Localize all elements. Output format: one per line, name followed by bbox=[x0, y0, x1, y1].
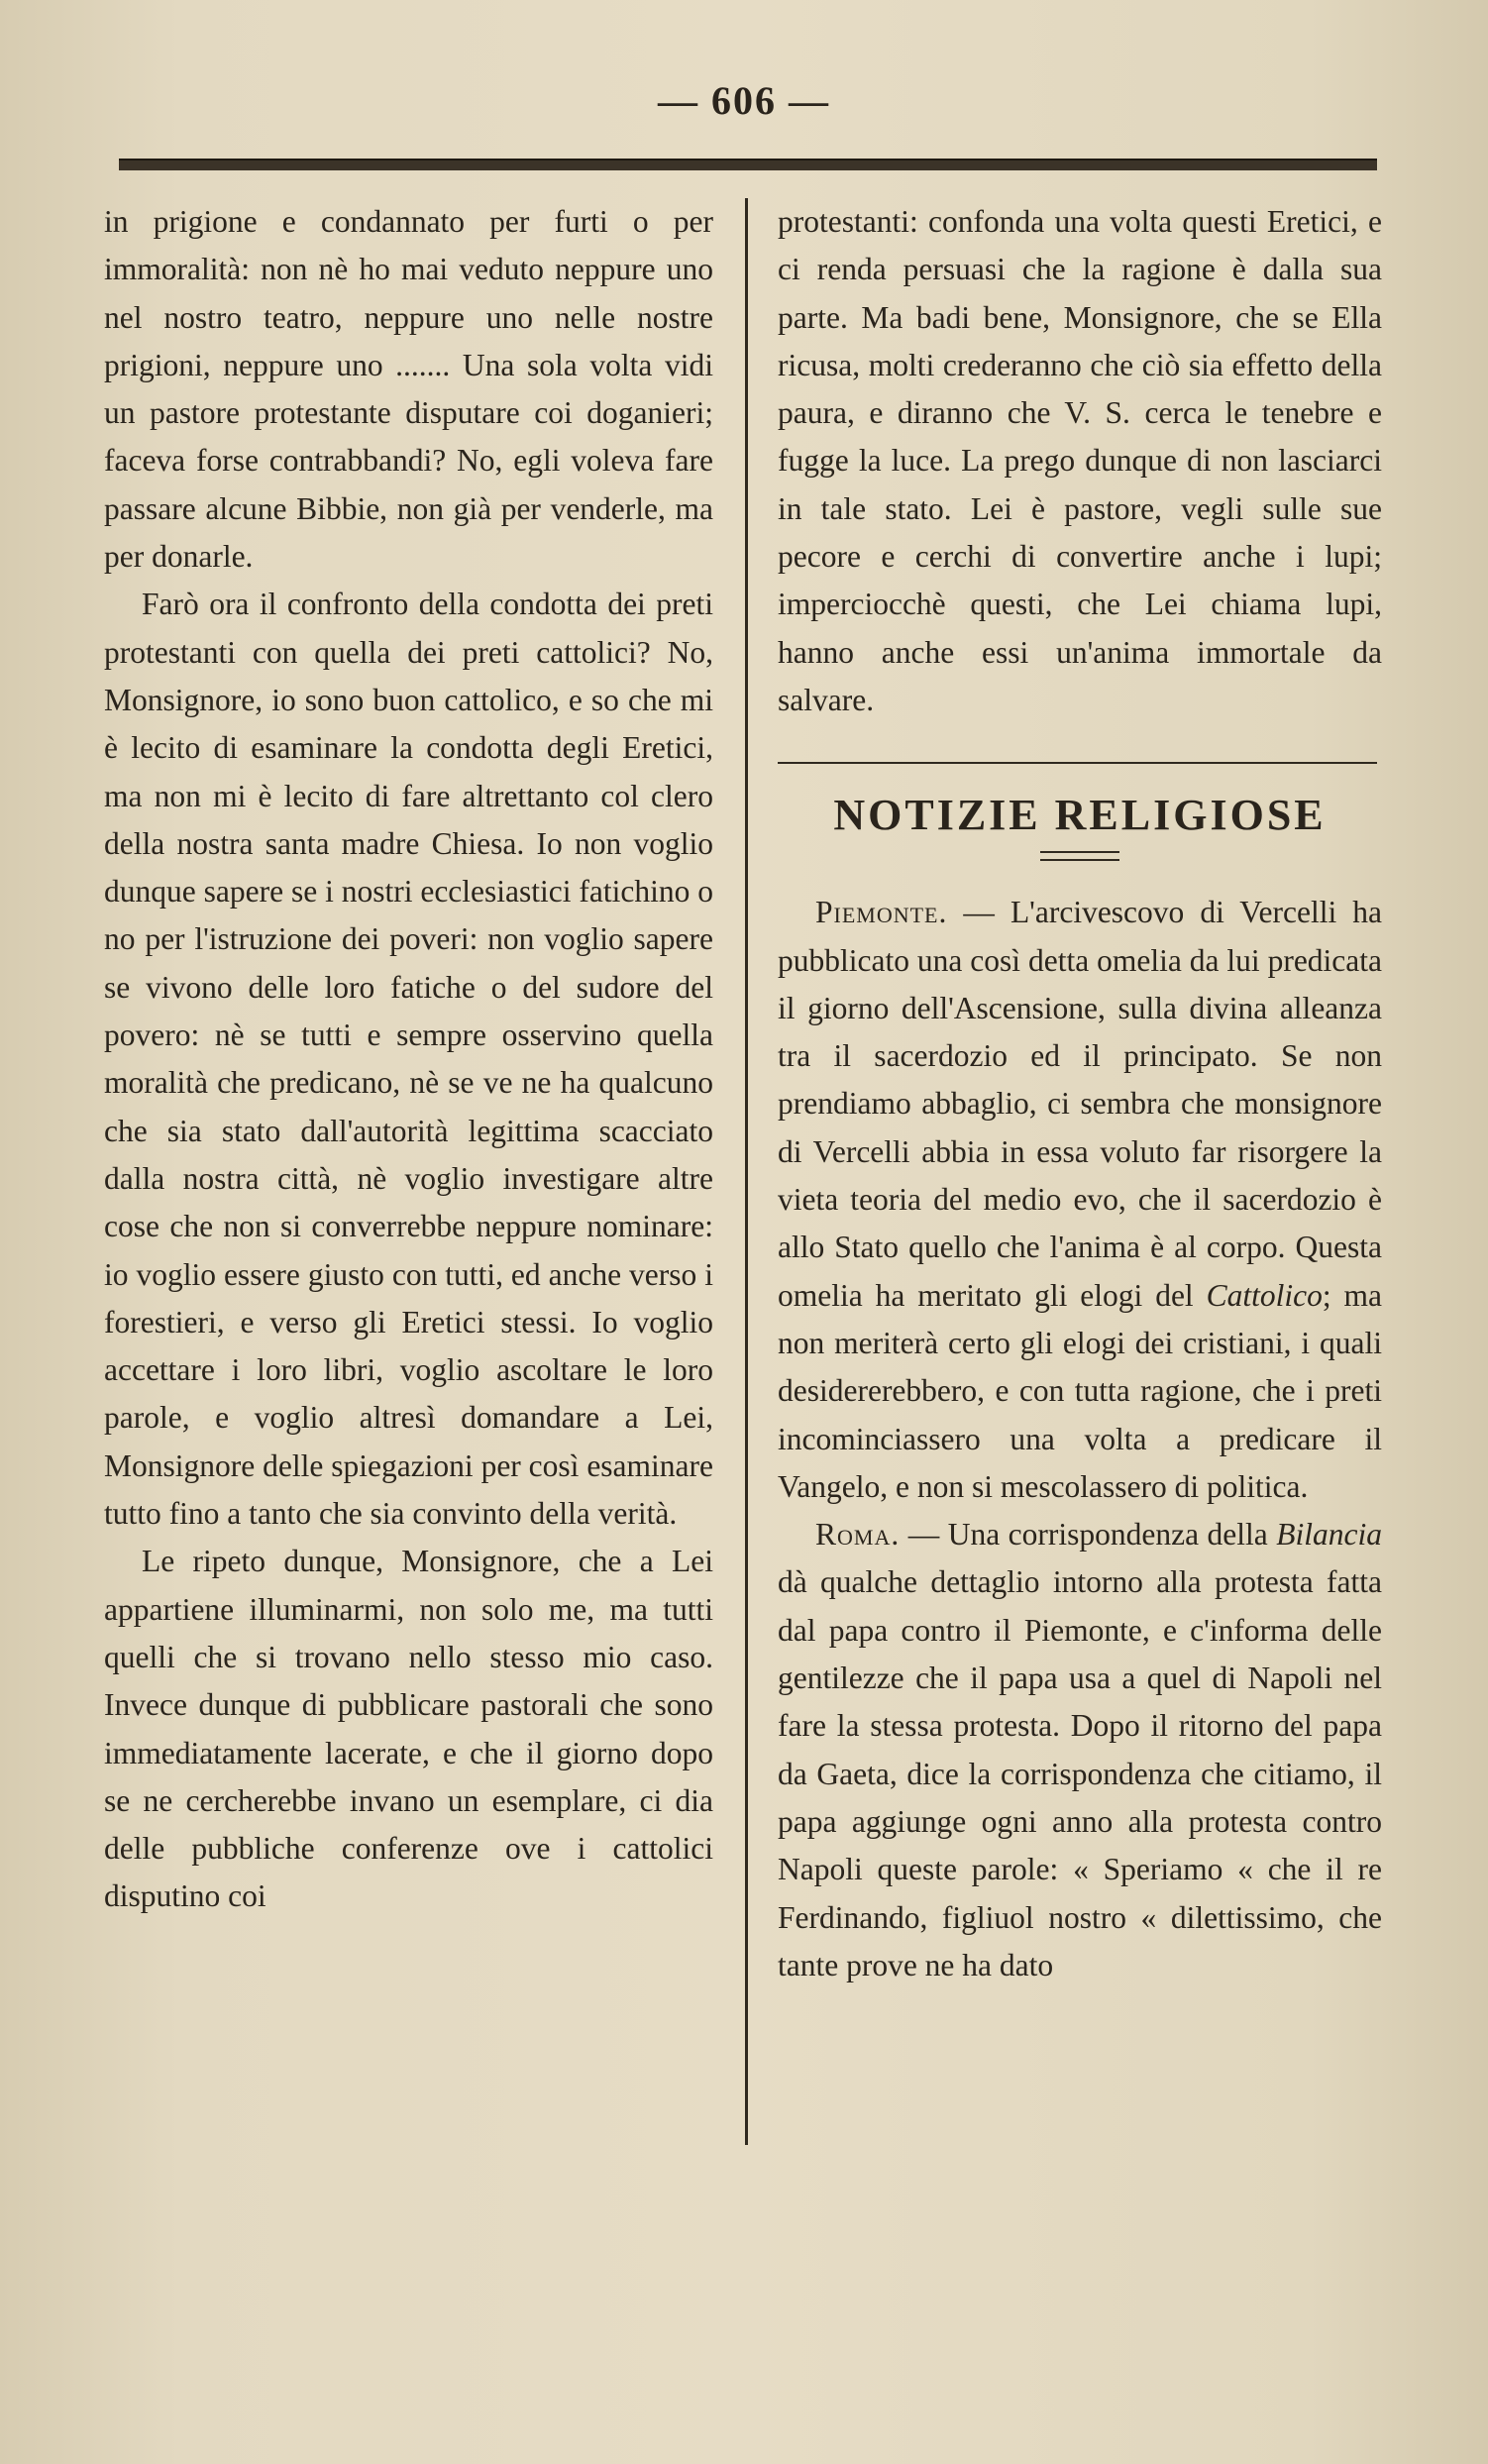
news-label-piemonte: Piemonte. bbox=[815, 895, 948, 930]
news-item-roma bbox=[778, 1511, 1382, 1989]
right-paragraph-1: protestanti: confonda una volta questi Eretici, e ci renda persuasi che la ragione è dalla sua parte. Ma badi bene, Monsignore, che se Ella ricusa, molti crederanno che ciò sia effetto della paura, e diranno che V. S. cerca le tenebre e fugge la luce. La prego dunque di non lasciarci in tale stato. Lei è pastore, vegli sulle sue pecore e cerchi di convertire anche i lupi; imperciocchè questi, che Lei chiama lupi, hanno anche essi un'anima immortale da salvare. bbox=[778, 204, 1382, 717]
news-italic-cattolico: Cattolico bbox=[1206, 1277, 1323, 1313]
left-column bbox=[104, 198, 713, 1921]
news-text-piemonte-b: ; ma non meriterà certo gli elogi dei cristiani, i quali desidererebbero, e con tutta ragione, che i preti incominciassero una volta a predicare il Vangelo, e non si mescolassero di politica. bbox=[778, 1277, 1382, 1504]
column-divider bbox=[745, 198, 748, 2145]
news-text-roma-a: — Una corrispondenza della bbox=[900, 1517, 1277, 1553]
section-divider bbox=[778, 762, 1377, 764]
news-text-roma-b: dà qualche dettaglio intorno alla protesta fatta dal papa contro il Piemonte, e c'informa delle gentilezze che il papa usa a quel di Napoli nel fare la stessa protesta. Dopo il ritorno del papa da Gaeta, dice la corrispondenza che citiamo, il papa aggiunge ogni anno alla protesta contro Napoli queste parole: « Speriamo « che il re Ferdinando, figliuol nostro « dilettissimo, che tante prove ne ha dato bbox=[778, 1564, 1382, 1982]
header-rule bbox=[119, 159, 1377, 170]
news-text-piemonte-a: — L'arcivescovo di Vercelli ha pubblicato una così detta omelia da lui predicata il giorno dell'Ascensione, sulla divina alleanza tra il sacerdozio ed il principato. Se non prendiamo abbaglio, ci sembra che monsignore di Vercelli abbia in essa voluto far risorgere la vieta teoria del medio evo, che il sacerdozio è allo Stato quello che l'anima è al corpo. Questa omelia ha meritato gli elogi del bbox=[778, 895, 1382, 1313]
news-italic-bilancia: Bilancia bbox=[1276, 1517, 1382, 1553]
news-item-piemonte bbox=[778, 889, 1382, 1511]
page-number: — 606 — bbox=[658, 78, 830, 123]
right-column bbox=[778, 198, 1382, 1989]
left-paragraph-2: Farò ora il confronto della condotta dei preti protestanti con quella dei preti cattolici? No, Monsignore, io sono buon cattolico, e so che mi è lecito di esaminare la condotta degli Eretici, ma non mi è lecito di fare altrettanto col clero della nostra santa madre Chiesa. Io non voglio dunque sapere se i nostri ecclesiastici fatichino o no per l'istruzione dei poveri: non voglio sapere se vivono delle loro fatiche o del sudore del povero: nè se tutti e sempre osservino quella moralità che predicano, nè se ve ne ha qualcuno che sia stato dall'autorità legittima scacciato dalla nostra città, nè voglio investigare altre cose che non si converrebbe neppure nominare: io voglio essere giusto con tutti, ed anche verso i forestieri, e verso gli Eretici stessi. Io voglio accettare i loro libri, voglio ascoltare le loro parole, e voglio altresì domandare a Lei, Monsignore delle spiegazioni per così esaminare tutto fino a tanto che sia convinto della verità. bbox=[104, 587, 713, 1532]
section-title: NOTIZIE RELIGIOSE bbox=[833, 791, 1327, 840]
title-ornament bbox=[1040, 851, 1119, 861]
left-paragraph-3: Le ripeto dunque, Monsignore, che a Lei appartiene illuminarmi, non solo me, ma tutti quelli che si trovano nello stesso mio caso. Invece dunque di pubblicare pastorali che sono immediatamente lacerate, e che il giorno dopo se ne cercherebbe invano un esemplare, ci dia delle pubbliche conferenze ove i cattolici disputino coi bbox=[104, 1544, 713, 1914]
news-label-roma: Roma. bbox=[815, 1517, 901, 1553]
left-paragraph-1: in prigione e condannato per furti o per immoralità: non nè ho mai veduto neppure uno nel nostro teatro, neppure uno nelle nostre prigioni, neppure uno ....... Una sola volta vidi un pastore protestante disputare coi doganieri; faceva forse contrabbandi? No, egli voleva fare passare alcune Bibbie, non già per venderle, ma per donarle. bbox=[104, 204, 713, 575]
